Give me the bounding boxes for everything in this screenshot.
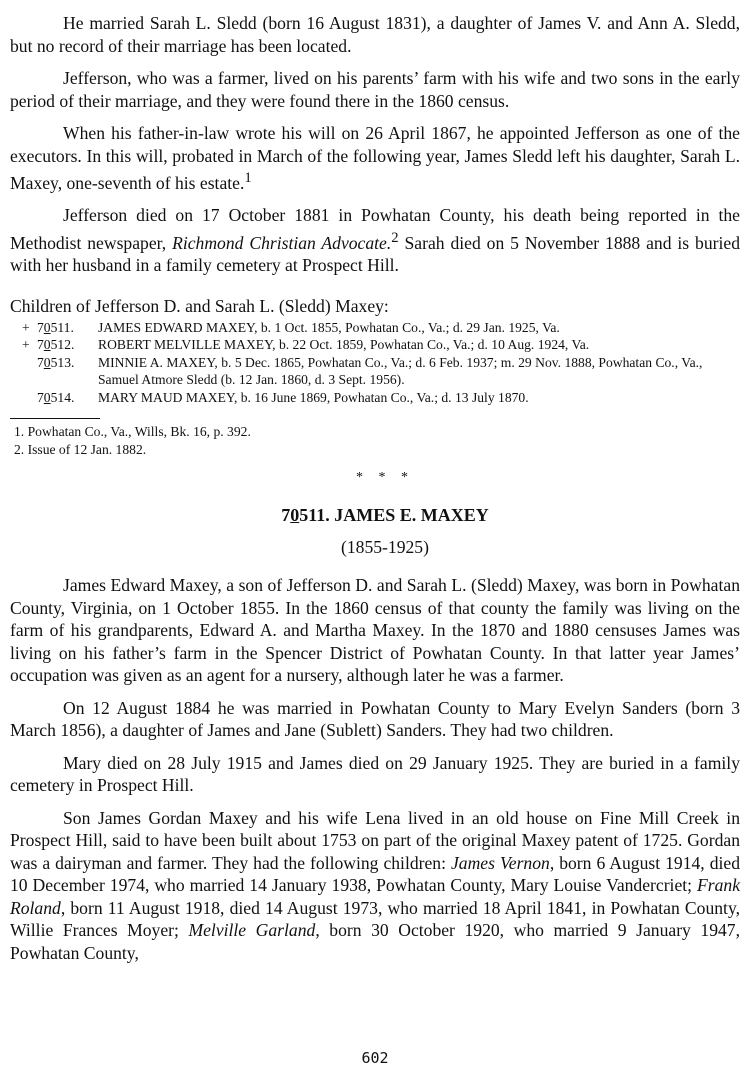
paragraph: [10, 752, 740, 797]
paragraph-text: James Edward Maxey, a son of Jefferson D. and Sarah L. (Sledd) Maxey, was born in Powhatan County, Virginia, on 1 October 1855. In the 1860 census of that county the family was living on the farm of his grandparents, Edward A. and Martha Maxey. In the 1870 and 1880 censuses James was living on his father’s farm in the Spencer District of Powhatan County. In that latter year James’ occupation was given as an agent for a nursery, although later he was a farmer.: [10, 575, 740, 686]
paragraph-text: Jefferson died on 17 October 1881 in Powhatan County, his death being reported in the Methodist newspaper,: [10, 205, 740, 253]
child-number-underlined: 0: [43, 319, 51, 335]
section-separator: * * *: [356, 470, 414, 486]
child-text: MINNIE A. MAXEY, b. 5 Dec. 1865, Powhatan Co., Va.; d. 6 Feb. 1937; m. 29 Nov. 1888, Powhatan Co., Va., Samuel Atmore Sledd (b. 12 Jan. 1860, d. 3 Sept. 1956).: [98, 354, 703, 388]
children-heading: Children of Jefferson D. and Sarah L. (Sledd) Maxey:: [10, 295, 389, 316]
continuation-marker: +: [22, 337, 30, 353]
paragraph: [10, 807, 740, 965]
child-number-post: 512.: [50, 337, 75, 353]
paragraph-text: Son James Gordan Maxey and his wife Lena lived in an old house on Fine Mill Creek in Prospect Hill, said to have been built about 1753 on part of the original Maxey patent of 1725. Gordan was a dairyman and farmer. They had the following children:: [10, 807, 740, 873]
paragraph-text: He married Sarah L. Sledd (born 16 August 1831), a daughter of James V. and Ann A. Sledd, but no record of their marriage has been located.: [10, 13, 740, 56]
page-number: 602: [361, 1049, 389, 1067]
italic-text: Melville Garland: [188, 920, 316, 941]
child-number-underlined: 0: [43, 337, 51, 353]
child-number-underlined: 0: [43, 389, 51, 405]
paragraph-text: , born 11 August 1918, died 14 August 1973, who married 18 April 1841, in Powhatan County, Willie Frances Moyer;: [10, 897, 740, 941]
child-entry: [10, 319, 740, 337]
child-number: [37, 389, 74, 407]
paragraph-text: , born 6 August 1914, died 10 December 1974, who married 14 January 1938, Powhatan County, Mary Louise Vandercriet;: [10, 852, 740, 896]
paragraph-text: Jefferson, who was a farmer, lived on his parents’ farm with his wife and two sons in the early period of their marriage, and they were found there in the 1860 census.: [10, 68, 740, 111]
paragraph: [10, 12, 740, 57]
heading-num-underlined: 0: [290, 505, 300, 526]
child-number-post: 514.: [50, 389, 75, 405]
child-number-pre: 7: [37, 337, 44, 353]
italic-text: Richmond Christian Advocate.: [172, 232, 392, 253]
footnote-ref: 1: [244, 170, 252, 186]
child-entry: [10, 389, 740, 407]
paragraph: [10, 122, 740, 194]
children-list: [10, 319, 740, 407]
child-number: [37, 319, 74, 337]
paragraph: [10, 697, 740, 742]
footnote: 2. Issue of 12 Jan. 1882.: [14, 441, 147, 457]
footnote: 1. Powhatan Co., Va., Wills, Bk. 16, p. 392.: [14, 424, 251, 440]
paragraph: [10, 67, 740, 112]
paragraph-text: Mary died on 28 July 1915 and James died on 29 January 1925. They are buried in a family cemetery in Prospect Hill.: [10, 752, 740, 796]
footnotes: [10, 423, 740, 458]
footnote-ref: 2: [391, 229, 399, 246]
paragraph-text: When his father-in-law wrote his will on 26 April 1867, he appointed Jefferson as one of the executors. In this will, probated in March of the following year, James Sledd left his daughter, Sarah L. Maxey, one-seventh of his estate.: [10, 123, 740, 193]
child-entry: [10, 336, 740, 354]
child-number: [37, 336, 74, 354]
child-number-post: 513.: [50, 354, 75, 370]
child-number-pre: 7: [37, 389, 44, 405]
child-number: [37, 354, 74, 372]
heading-num-pre: 7: [281, 505, 291, 526]
italic-text: Frank Roland: [10, 875, 740, 918]
paragraph: [10, 574, 740, 687]
section-dates: (1855-1925): [341, 537, 429, 558]
document-page: [10, 12, 740, 974]
child-entry: [10, 354, 740, 389]
paragraph-text: On 12 August 1884 he was married in Powhatan County to Mary Evelyn Sanders (born 3 March 1856), a daughter of James and Jane (Sublett) Sanders. They had two children.: [10, 697, 740, 741]
italic-text: James Vernon: [451, 852, 550, 873]
intro-section: [10, 12, 740, 277]
child-number-pre: 7: [37, 319, 44, 335]
child-text: JAMES EDWARD MAXEY, b. 1 Oct. 1855, Powhatan Co., Va.; d. 29 Jan. 1925, Va.: [98, 319, 560, 335]
paragraph-text: , born 30 October 1920, who married 9 January 1947, Powhatan County,: [10, 920, 740, 963]
continuation-marker: +: [22, 319, 30, 335]
child-number-pre: 7: [37, 354, 44, 370]
body-section: [10, 574, 740, 964]
section-heading: [10, 504, 740, 526]
paragraph: [10, 204, 740, 276]
footnote-rule: [10, 418, 100, 419]
child-number-post: 511.: [50, 319, 74, 335]
heading-rest: 511. JAMES E. MAXEY: [299, 505, 489, 526]
child-number-underlined: 0: [43, 354, 51, 370]
child-text: ROBERT MELVILLE MAXEY, b. 22 Oct. 1859, Powhatan Co., Va.; d. 10 Aug. 1924, Va.: [98, 337, 590, 353]
paragraph-text: Sarah died on 5 November 1888 and is buried with her husband in a family cemetery at Prospect Hill.: [10, 232, 741, 276]
child-text: MARY MAUD MAXEY, b. 16 June 1869, Powhatan Co., Va.; d. 13 July 1870.: [98, 389, 529, 405]
